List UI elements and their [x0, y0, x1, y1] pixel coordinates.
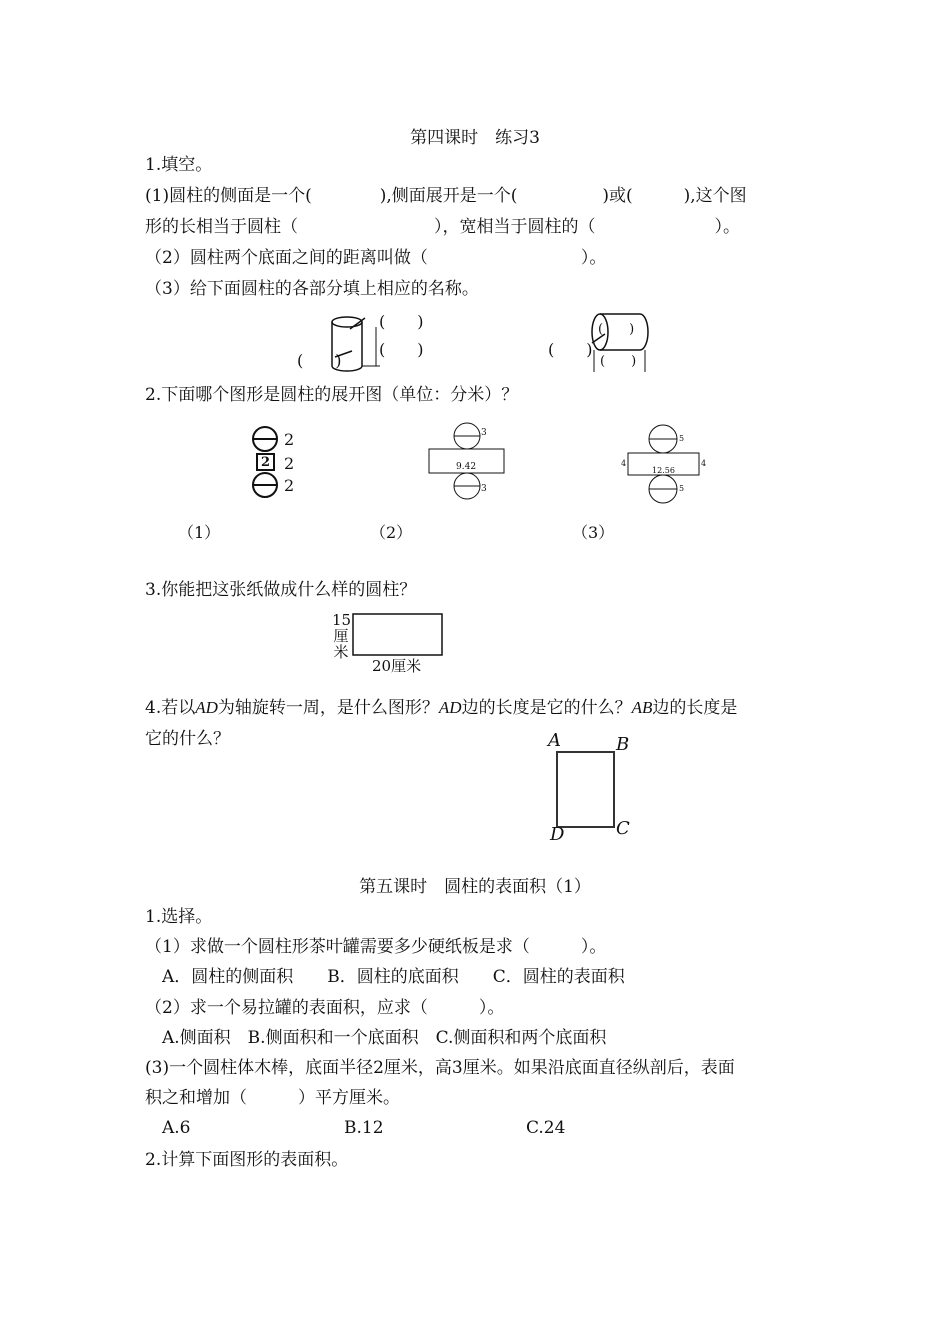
net2-radius: 3: [481, 484, 487, 494]
blank-length: ( ): [600, 354, 637, 369]
net3-label: （3）: [572, 523, 615, 542]
net3-width: 4: [621, 459, 627, 468]
net3-width: 4: [701, 459, 707, 468]
blank-base: ( ): [548, 340, 593, 359]
net1-value: 2: [284, 430, 295, 449]
l5-q1-p3-line2: 积之和增加（ ）平方厘米。: [145, 1088, 400, 1108]
net-3-figure: [625, 423, 705, 505]
net3-length: 12.56: [652, 466, 675, 475]
vertex-a: A: [548, 730, 561, 751]
height-number: 15: [332, 611, 352, 629]
paper-width-label: 20厘米: [372, 657, 422, 675]
l5-q1-p1-options: A．圆柱的侧面积 B．圆柱的底面积 C．圆柱的表面积: [145, 967, 625, 987]
q2-heading: 2.下面哪个图形是圆柱的展开图（单位：分米）？: [145, 385, 519, 405]
net1-square-label: 2: [261, 455, 271, 470]
blank-side: ( ): [297, 351, 342, 370]
q1-p1-line1: (1)圆柱的侧面是一个( ),侧面展开是一个( )或( ),这个图: [145, 186, 747, 206]
q4-text: 4.若以: [145, 698, 196, 718]
net-2-figure: [425, 420, 505, 502]
q1-p2: （2）圆柱两个底面之间的距离叫做（ ）。: [145, 248, 607, 268]
net1-value: 2: [284, 454, 295, 473]
net3-radius: 5: [679, 484, 685, 493]
q4-text: 边的长度是它的什么？: [461, 698, 632, 718]
net2-label: （2）: [370, 523, 413, 542]
vertex-b: B: [616, 734, 630, 755]
net3-radius: 5: [679, 434, 685, 443]
q4-ab: AB: [631, 698, 653, 717]
l5-q1-p3-line1: (3)一个圆柱体木棒，底面半径2厘米，高3厘米。如果沿底面直径纵剖后，表面: [145, 1058, 735, 1078]
blank-side-lying: ( ): [598, 322, 635, 337]
paper-rectangle: [352, 613, 444, 657]
option-b: B.12: [344, 1118, 384, 1138]
vertex-d: D: [550, 824, 565, 845]
l5-q1-heading: 1.选择。: [145, 907, 213, 927]
net1-value: 2: [284, 476, 295, 495]
net1-label: （1）: [178, 523, 221, 542]
height-unit: 厘: [333, 627, 349, 645]
l5-q1-p2-options: A.侧面积 B.侧面积和一个底面积 C.侧面积和两个底面积: [145, 1028, 607, 1048]
q1-p1-line2: 形的长相当于圆柱（ ），宽相当于圆柱的（ ）。: [145, 217, 740, 237]
option-c: C.24: [526, 1118, 566, 1138]
l5-q1-p2: （2）求一个易拉罐的表面积，应求（ ）。: [145, 998, 505, 1018]
q4-text: 为轴旋转一周，是什么图形？: [217, 698, 439, 718]
q4-line2: 它的什么？: [145, 729, 230, 749]
q1-p3: （3）给下面圆柱的各部分填上相应的名称。: [145, 279, 479, 299]
q4-text: 边的长度是: [652, 698, 738, 718]
net2-radius: 3: [481, 428, 487, 438]
q1-heading: 1.填空。: [145, 155, 213, 175]
height-unit: 米: [333, 643, 349, 661]
blank-top-base: ( ): [379, 312, 424, 331]
paper-height-label: [332, 612, 350, 660]
vertex-c: C: [616, 818, 630, 839]
q3-heading: 3.你能把这张纸做成什么样的圆柱？: [145, 580, 417, 600]
lesson4-title: 第四课时 练习3: [410, 128, 540, 148]
rectangle-abcd: [555, 750, 617, 830]
l5-q1-p1: （1）求做一个圆柱形茶叶罐需要多少硬纸板是求（ ）。: [145, 937, 607, 957]
net2-length: 9.42: [456, 462, 477, 472]
q4-ad: AD: [195, 698, 218, 717]
option-a: A.6: [162, 1118, 191, 1138]
lesson5-title: 第五课时 圆柱的表面积（1）: [359, 877, 591, 897]
q4-line1: [145, 696, 737, 720]
blank-height: ( ): [379, 340, 424, 359]
q4-ad: AD: [438, 698, 462, 717]
l5-q2-heading: 2.计算下面图形的表面积。: [145, 1150, 349, 1170]
